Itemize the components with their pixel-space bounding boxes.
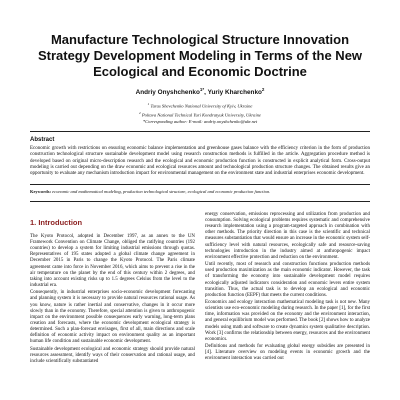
affiliation-mark: 2 (138, 110, 141, 115)
author-mark: 2 (261, 87, 265, 92)
bottom-divider (30, 201, 370, 202)
left-column (30, 212, 195, 366)
body-paragraph: Consequently, in industrial enterprises socio-economic development forecasting and planning system it is necessary to provide natural resources rational usage. As you know, nature is rather inertial and conservative, changes in it occur more slowly than in the economy. Therefore, special attention is given to anthropogenic impact on the environment possible consequences early warning, long-term plans creation and forecasts, where the economic development ecological strategy is determined. Such a plan-forecast envisages, first of all, main directions and scale definition of economic activity impact on environment quality as an important human life condition and sustainable economic development. (30, 290, 195, 345)
affiliation-mark: 1 (147, 102, 150, 107)
keywords-text: economic and mathematical modeling, production technological structure, ecological and economic production function. (52, 188, 271, 194)
affiliation-line (30, 110, 370, 119)
body-columns (30, 212, 370, 366)
abstract-text: Economic growth with restrictions on ensuring economic balance implementation and greenhouse gases balance with the efficiency criterion in the form of production construction technological structure sustainable development model using research construction methods is fulfilled in the article. Aggregation procedure method is developed based on original micro-description research and the ecological and economic production function is constructed in explicit analytical form. Cross-output modeling is carried out depending on the draw economic and ecological resources amount and technological production structure changes. The obtained results give an opportunity to evaluate any mechanism introduction impact for environmental management on the environment state and industrial enterprises economic development. (30, 145, 370, 177)
keywords-label: Keywords: (30, 188, 51, 194)
affiliation-line (30, 101, 370, 110)
top-divider (30, 131, 370, 132)
keywords-divider (30, 184, 370, 185)
right-column (205, 212, 370, 366)
body-paragraph: energy conservation, emissions reprocessing and utilization from production and consumption. Solving ecological problems requires systematic and comprehensive research implementation using a program-targeted approach in combination with other methods. The priority direction in this case is the scientific and technical measures substantiation that would ensure an increase in the economic system self-sufficiency level with natural resources, ecologically safe and resource-saving technologies introduction in the industry aimed at anthropogenic impact environment effective protection and reduction on the environment. (205, 211, 370, 260)
author-mark: 1* (199, 87, 205, 92)
body-paragraph: The Kyoto Protocol, adopted in December 1997, as an annex to the UN Framework Convention on Climate Change, obliged the ratifying countries (192 countries) to develop a system for limiting industrial emissions through quotas. Representatives of 195 states adopted a global climate change agreement in December 2015 in Paris to change the Kyoto Protocol. The Paris climate agreement came into force in November 2016, which aims to prevent a rise in the air temperature on the planet by the end of this century within 2 degrees, and taking into account existing risks up to 1.5 degrees Celsius from the level to the industrial era. (30, 233, 195, 289)
keywords-line (30, 189, 370, 195)
author-line (30, 86, 370, 97)
body-paragraph: Sustainable development ecological and economic strategy should provide natural resources assessment, identify ways of their conservation and rational usage, and include scientifically substantiated (30, 346, 195, 364)
body-paragraph: Economics and ecology interaction mathematical modeling task is not new. Many scientists use eco-economic modeling during research. In the paper [1], for the first time, information was provided on the economy and the environment interaction, and general equilibrium model was performed. The book [2] shows how to analyze models using math and software to create dynamics system qualitative description. Work [3] confirms the relationship between energy, resources and the environment economics. (205, 300, 370, 342)
section-heading-introduction: 1. Introduction (30, 217, 83, 227)
affiliations (30, 101, 370, 125)
paper-title: Manufacture Technological Structure Innovation Strategy Development Modeling in Terms of the New Ecological and Economic Doctrine (37, 32, 363, 79)
abstract-label: Abstract (30, 136, 55, 143)
body-paragraph: Definitions and methods for evaluating global energy subsidies are presented in [4]. Literature overview on modeling events in economic growth and the environment interaction was carried out (205, 344, 370, 362)
affiliation-text: Poltava National Technical Yuri Kondratyuk University, Ukraine (141, 112, 262, 118)
author-separator: , (204, 89, 208, 97)
body-paragraph: Until recently, most of research and construction functions production methods used production maximization as the main economic indicator. However, the task of transforming the economy into sustainable development model requires ecologically adjusted indicators consideration and economic levers entire system transition. Thus, the actual task is to develop an ecological and economic production function (EEPF) that meets the current conditions. (205, 262, 370, 298)
author-name: Andriy Onyshchenko (135, 89, 200, 97)
affiliation-text: Taras Shevchenko National University of Kyiv, Ukraine (150, 103, 253, 109)
corresponding-author: *Corresponding author: E-mail: andriy.onyshchenko@ukr.net (142, 118, 258, 124)
author-name: Yuriy Kharchenko (207, 89, 262, 97)
